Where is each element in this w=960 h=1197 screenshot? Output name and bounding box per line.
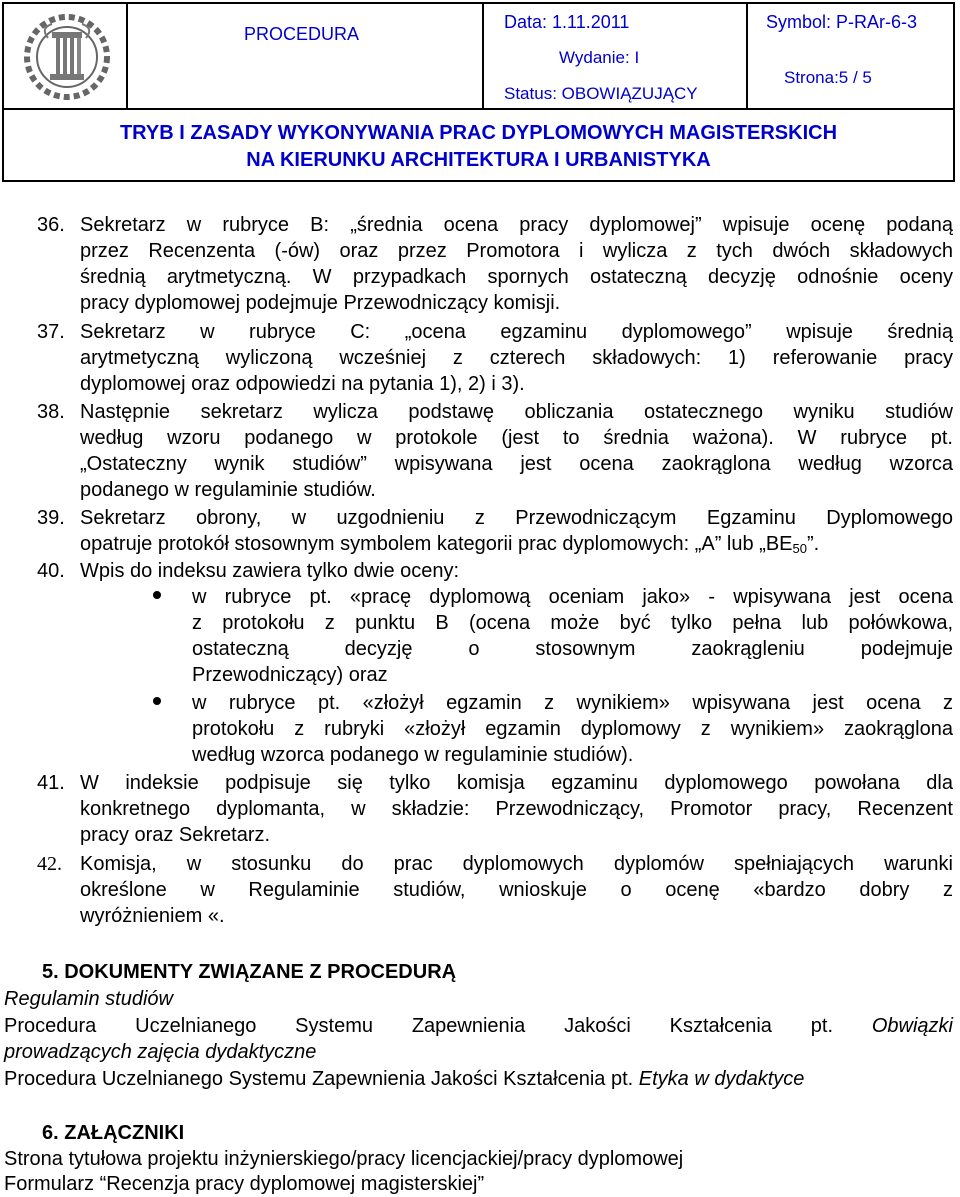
paragraph-line: protokołu z rubryki «złożył egzamin dyplomowy z wynikiem» zaokrąglona [192,718,953,740]
paragraph-line: w rubryce pt. «złożył egzamin z wynikiem» wpisywana jest ocena z [192,692,953,714]
item-number: 38. [37,401,65,423]
header-divider [4,108,953,110]
item-number: 42. [37,853,62,875]
document-name: Etyka w dydaktyce [638,1068,805,1090]
paragraph-line: pracy oraz Sekretarz. [80,824,271,846]
paragraph-line: określone w Regulaminie studiów, wnioskuje o ocenę «bardzo dobry z [80,879,953,901]
document-header [2,2,955,182]
page-number: Strona:5 / 5 [784,68,872,87]
paragraph-text: Procedura Uczelnianego Systemu Zapewnienia Jakości Kształcenia pt. [4,1015,833,1037]
header-divider [482,4,484,108]
paragraph-line: wyróżnieniem «. [80,905,225,927]
document-title-line2: NA KIERUNKU ARCHITEKTURA I URBANISTYKA [246,149,711,171]
paragraph-line: Przewodniczący) oraz [192,664,388,686]
paragraph-line: W indeksie podpisuje się tylko komisja egzaminu dyplomowego powołana dla [80,772,953,794]
edition-field: Wydanie: I [559,48,640,67]
attachment-item: Strona tytułowa projektu inżynierskiego/pracy licencjackiej/pracy dyplomowej [4,1148,684,1170]
section-heading: 6. ZAŁĄCZNIKI [42,1122,185,1144]
document-name: Obwiązki [871,1015,953,1037]
procedure-label: PROCEDURA [244,24,360,44]
attachment-item: Formularz “Recenzja pracy dyplomowej magisterskiej” [4,1173,485,1195]
header-divider [126,4,128,108]
item-number: 41. [37,772,65,794]
paragraph-line: w rubryce pt. «pracę dyplomową oceniam jako» - wpisywana jest ocena [192,586,953,608]
paragraph-line: konkretnego dyplomanta, w składzie: Przewodniczący, Promotor pracy, Recenzent [80,798,953,820]
paragraph-line: podanego w regulaminie studiów. [80,479,376,501]
status-field: Status: OBOWIĄZUJĄCY [504,84,698,103]
paragraph-line: Sekretarz w rubryce B: „średnia ocena pracy dyplomowej” wpisuje ocenę podaną [80,214,953,236]
paragraph-line: Następnie sekretarz wylicza podstawę obliczania ostatecznego wyniku studiów [80,401,953,423]
bullet-dot-icon [153,591,161,599]
paragraph-line: Sekretarz w rubryce C: „ocena egzaminu dyplomowego” wpisuje średnią [80,321,953,343]
paragraph-line: przez Recenzenta (-ów) oraz przez Promotora i wylicza z tych dwóch składowych [80,240,953,262]
paragraph-line: z protokołu z punktu B (ocena może być tylko pełna lub połówkowa, [192,612,953,634]
paragraph-text: opatruje protokół stosownym symbolem kategorii prac dyplomowych: „A” lub „BE [80,533,793,555]
paragraph-line: średnią arytmetyczną. W przypadkach spornych ostateczną decyzję odnośnie oceny [80,266,953,288]
bullet-dot-icon [153,697,161,705]
header-divider [746,4,748,108]
document-title-line1: TRYB I ZASADY WYKONYWANIA PRAC DYPLOMOWYCH MAGISTERSKICH [119,122,838,144]
item-number: 39. [37,507,65,529]
paragraph-line: Komisja, w stosunku do prac dyplomowych dyplomów spełniających warunki [80,853,953,875]
date-field: Data: 1.11.2011 [504,12,630,32]
related-document [4,1066,804,1092]
section-heading: 5. DOKUMENTY ZWIĄZANE Z PROCEDURĄ [42,961,457,983]
paragraph-line: arytmetyczną wyliczoną wcześniej z czterech składowych: 1) referowanie pracy [80,347,953,369]
related-document: Regulamin studiów [4,988,173,1010]
symbol-field: Symbol: P-RAr-6-3 [766,12,918,32]
paragraph-line: Sekretarz obrony, w uzgodnieniu z Przewodniczącym Egzaminu Dyplomowego [80,507,953,529]
paragraph-line: „Ostateczny wynik studiów” wpisywana jest ocena zaokrąglona według wzorca [80,453,953,475]
document-name: prowadzących zajęcia dydaktyczne [4,1041,317,1063]
university-gear-column-logo-icon [8,8,126,106]
subscript-text: 50 [792,541,807,556]
paragraph-text: ”. [806,533,820,555]
item-number: 37. [37,321,65,343]
paragraph-text: Procedura Uczelnianego Systemu Zapewnienia Jakości Kształcenia pt. [4,1068,634,1090]
item-number: 40. [37,560,65,582]
paragraph-line: dyplomowej oraz odpowiedzi na pytania 1), 2) i 3). [80,373,525,395]
paragraph-line: Wpis do indeksu zawiera tylko dwie oceny: [80,560,460,582]
item-number: 36. [37,214,65,236]
paragraph-line: pracy dyplomowej podejmuje Przewodniczący komisji. [80,292,561,314]
paragraph-line: ostateczną decyzję o stosownym zaokrągleniu podejmuje [192,638,953,660]
related-document [4,1013,953,1039]
paragraph-line: według wzoru podanego w protokole (jest to średnia ważona). W rubryce pt. [80,427,953,449]
paragraph-line: według wzorca podanego w regulaminie studiów). [192,744,634,766]
